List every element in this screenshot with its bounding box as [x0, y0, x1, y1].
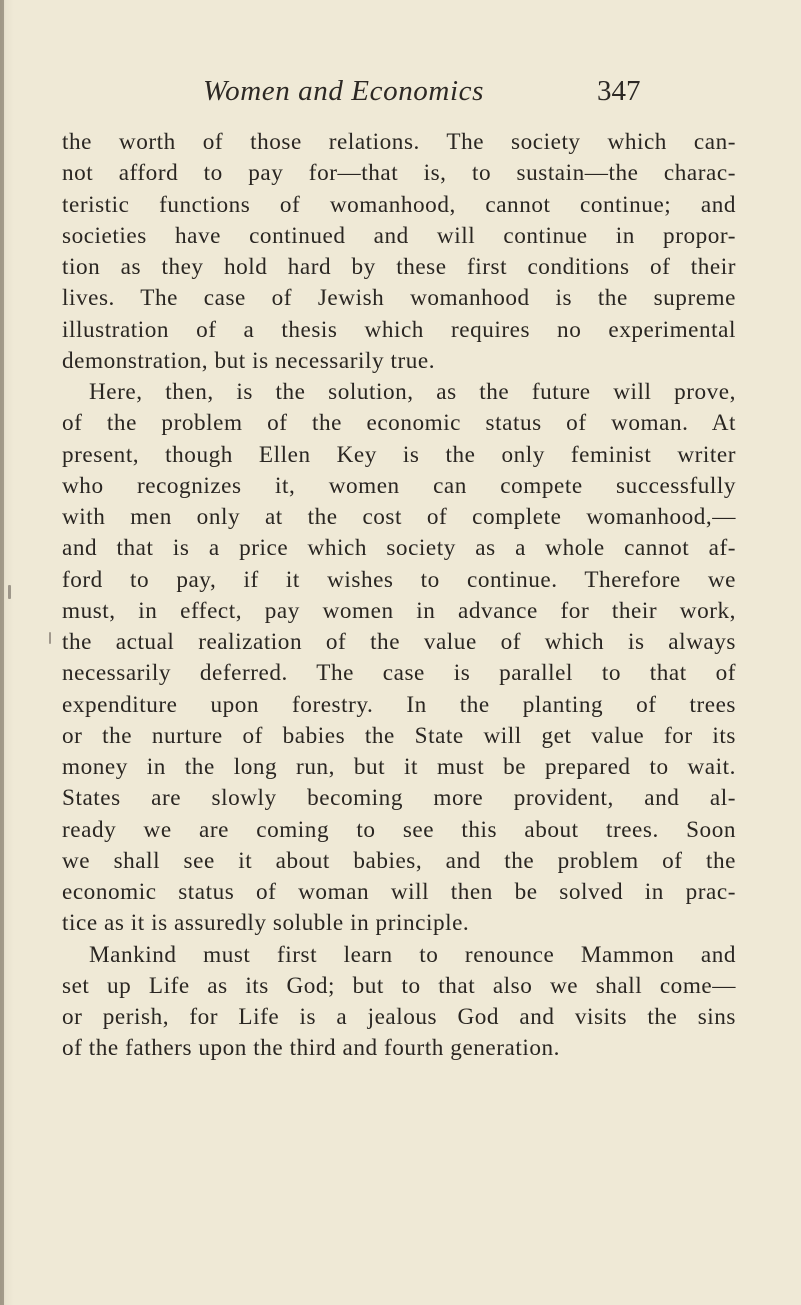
text-line: economic status of woman will then be solved in prac- [62, 879, 736, 905]
text-line: demonstration, but is necessarily true. [62, 347, 436, 374]
text-line: the actual realization of the value of which is always [62, 629, 736, 655]
text-line: not afford to pay for—that is, to sustain—the charac- [62, 160, 736, 187]
text-line: tion as they hold hard by these first conditions of their [62, 254, 736, 280]
page-header [0, 75, 801, 111]
text-line: societies have continued and will continue in propor- [62, 222, 736, 249]
text-line: the worth of those relations. The society which can- [62, 129, 736, 155]
paragraph [62, 127, 736, 377]
text-line: or the nurture of babies the State will get value for its [62, 722, 736, 749]
paragraph [62, 377, 736, 940]
text-line: who recognizes it, women can compete successfully [62, 472, 736, 499]
page-number: 347 [597, 75, 641, 107]
text-line: of the problem of the economic status of woman. At [62, 410, 736, 437]
text-line: Here, then, is the solution, as the future will prove, [89, 379, 736, 405]
text-line: Mankind must first learn to renounce Mammon and [89, 941, 736, 968]
text-line: teristic functions of womanhood, cannot continue; and [62, 191, 736, 218]
text-line: present, though Ellen Key is the only feminist writer [62, 441, 736, 468]
text-line: ready we are coming to see this about trees. Soon [62, 816, 736, 843]
text-line: lives. The case of Jewish womanhood is the supreme [62, 285, 736, 312]
text-line: and that is a price which society as a whole cannot af- [62, 535, 736, 562]
text-line: set up Life as its God; but to that also we shall come— [62, 972, 736, 999]
text-line: necessarily deferred. The case is parallel to that of [62, 660, 736, 687]
margin-mark [8, 585, 11, 599]
text-line: must, in effect, pay women in advance for their work, [62, 597, 736, 624]
text-line: States are slowly becoming more provident, and al- [62, 785, 736, 812]
text-line: we shall see it about babies, and the problem of the [62, 847, 736, 874]
body-text [62, 127, 736, 1065]
text-line: expenditure upon forestry. In the planting of trees [62, 691, 736, 718]
text-line: illustration of a thesis which requires no experimental [62, 316, 736, 343]
margin-mark [49, 632, 51, 644]
text-line: or perish, for Life is a jealous God and visits the sins [62, 1004, 736, 1030]
text-line: ford to pay, if it wishes to continue. Therefore we [62, 566, 736, 593]
paragraph [62, 940, 736, 1065]
text-line: with men only at the cost of complete womanhood,— [62, 504, 736, 530]
binding-gutter [0, 0, 4, 1305]
text-line: tice as it is assuredly soluble in principle. [62, 910, 470, 937]
text-line: money in the long run, but it must be prepared to wait. [62, 754, 736, 780]
text-line: of the fathers upon the third and fourth generation. [62, 1035, 560, 1062]
running-title: Women and Economics [203, 75, 484, 107]
